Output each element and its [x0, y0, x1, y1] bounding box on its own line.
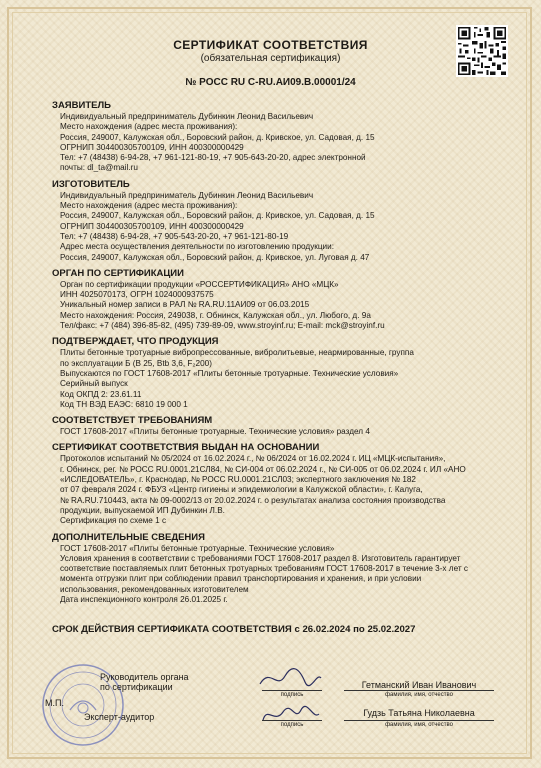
section	[52, 415, 502, 437]
section-line: Место нахождения (адрес места проживания):	[60, 122, 238, 132]
section-heading: СЕРТИФИКАТ СООТВЕТСТВИЯ ВЫДАН НА ОСНОВАНИИ	[52, 442, 320, 454]
expert-name-caption: фамилия, имя, отчество	[385, 722, 453, 728]
section-line: соответствие поставляемых плит бетонных тротуарных требованиям ГОСТ 17608-2017 в течение 3-х лет с	[60, 564, 468, 574]
certificate-number: № РОСС RU C-RU.АИ09.В.00001/24	[185, 77, 356, 88]
expert-role: Эксперт-аудитор	[84, 712, 155, 722]
head-name-caption: фамилия, имя, отчество	[385, 692, 453, 698]
section	[52, 179, 502, 263]
head-signature-line	[262, 690, 322, 691]
section-line: Тел: +7 (48438) 6-94-28, +7 961-121-80-19, +7 905-643-20-20, адрес электронной	[60, 153, 366, 163]
section-line: Индивидуальный предприниматель Дубинкин Леонид Васильевич	[60, 112, 314, 121]
section-heading: ЗАЯВИТЕЛЬ	[52, 100, 111, 111]
section-line: Код ТН ВЭД ЕАЭС: 6810 19 000 1	[60, 399, 188, 409]
section-line: «ИСЛЕДОВАТЕЛЬ», г. Краснодар, № РОСС RU.0001.21СЛ03; экспертного заключения № 182	[60, 475, 416, 485]
section-line: Выпускаются по ГОСТ 17608-2017 «Плиты бетонные тротуарные. Технические условия»	[60, 368, 399, 378]
section-heading: ИЗГОТОВИТЕЛЬ	[52, 178, 130, 190]
section	[52, 442, 502, 526]
section-line: ИНН 4025070173, ОГРН 1024000937575	[60, 290, 214, 300]
section-line: Россия, 249007, Калужская обл., Боровский район, д. Кривское, ул. Садовая, д. 15	[60, 132, 375, 142]
section-line: Условия хранения в соответствии с требованиями ГОСТ 17608-2017 раздел 8. Изготовитель гарантирует	[60, 553, 461, 563]
head-name-line	[344, 690, 494, 691]
section-heading: ПОДТВЕРЖДАЕТ, ЧТО ПРОДУКЦИЯ	[52, 336, 219, 348]
section-line: почты: dl_ta@mail.ru	[60, 163, 138, 173]
section-line: Плиты бетонные тротуарные вибропрессованные, вибролитьевые, неармированные, группа	[60, 348, 414, 358]
section-heading: ОРГАН ПО СЕРТИФИКАЦИИ	[52, 267, 184, 279]
stamp-place-label: М.П.	[45, 698, 64, 708]
section-heading: ДОПОЛНИТЕЛЬНЫЕ СВЕДЕНИЯ	[52, 531, 205, 543]
section-line: от 07 февраля 2024 г. ФБУЗ «Центр гигиены и эпидемиологии в Калужской области», г. Калуга,	[60, 485, 423, 495]
section-line: продукции, выпускаемой ИП Дубинкин Л.В.	[60, 505, 225, 515]
section-line: Россия, 249007, Калужская обл., Боровский район, д. Кривское, ул. Садовая, д. 15	[60, 211, 375, 221]
section-line: Тел/факс: +7 (484) 396-85-82, (495) 739-89-09, www.stroyinf.ru; E-mail: mck@stroyinf.ru	[60, 321, 385, 331]
section-heading: СООТВЕТСТВУЕТ ТРЕБОВАНИЯМ	[52, 415, 213, 427]
section	[52, 336, 502, 410]
section	[52, 268, 502, 331]
section-line: ГОСТ 17608-2017 «Плиты бетонные тротуарные. Технические условия»	[60, 543, 335, 553]
section-line: Адрес места осуществления деятельности по изготовлению продукции:	[60, 242, 334, 252]
section-line: Сертификация по схеме 1 с	[60, 516, 167, 526]
head-signature-caption: подпись	[280, 692, 304, 698]
certificate-body	[52, 100, 502, 610]
section-line: Код ОКПД 2: 23.61.11	[60, 389, 142, 399]
qr-code	[456, 25, 508, 77]
section-line: Тел: +7 (48438) 6-94-28, +7 905-543-20-20, +7 961-121-80-19	[60, 231, 289, 241]
section-line: Орган по сертификации продукции «РОССЕРТИФИКАЦИЯ» АНО «МЦК»	[60, 279, 339, 289]
head-role-line1: Руководитель органа	[100, 672, 189, 682]
section-line: г. Обнинск, рег. № РОСС RU.0001.21СЛ84, № СИ-004 от 06.02.2024 г., № СИ-005 от 06.02.2024 г. ИЛ «АНО	[60, 464, 466, 474]
validity-period: СРОК ДЕЙСТВИЯ СЕРТИФИКАТА СООТВЕТСТВИЯ с 26.02.2024 по 25.02.2027	[52, 624, 416, 635]
section	[52, 532, 502, 606]
section-line: ОГРНИП 304400305700109, ИНН 400300000429	[60, 142, 244, 152]
section-line: Место нахождения: Россия, 249038, г. Обнинск, Калужская обл., ул. Любого, д. 9а	[60, 310, 371, 320]
section-line: Серийный выпуск	[60, 379, 128, 389]
expert-signature-line	[262, 720, 322, 721]
expert-name: Гудзь Татьяна Николаевна	[363, 708, 475, 718]
section-line: по эксплуатации Б (В 25, Btb 3,6, F₂200)	[60, 358, 212, 368]
expert-signature-caption: подпись	[280, 722, 304, 728]
section-line: Россия, 249007, Калужская обл., Боровский район, д. Кривское, ул. Луговая д. 47	[60, 252, 370, 262]
certificate-title: СЕРТИФИКАТ СООТВЕТСТВИЯ	[173, 38, 368, 52]
section-line: Протоколов испытаний № 05/2024 от 16.02.2024 г., № 06/2024 от 16.02.2024 г. ИЦ «МЦК-испытания»,	[60, 454, 446, 464]
head-role	[100, 672, 189, 692]
section-line: использования, рекомендованных изготовителем	[60, 584, 249, 594]
head-name: Гетманский Иван Иванович	[361, 680, 477, 690]
section-line: Уникальный номер записи в РАЛ № RA.RU.11АИ09 от 06.03.2015	[60, 300, 310, 310]
section	[52, 100, 502, 174]
section-line: Место нахождения (адрес места проживания):	[60, 201, 238, 211]
section-line: Индивидуальный предприниматель Дубинкин Леонид Васильевич	[60, 190, 314, 200]
certificate-subtitle: (обязательная сертификация)	[200, 53, 341, 64]
section-line: ОГРНИП 304400305700109, ИНН 400300000429	[60, 221, 244, 231]
expert-name-line	[344, 720, 494, 721]
section-line: ГОСТ 17608-2017 «Плиты бетонные тротуарные. Технические условия» раздел 4	[60, 427, 370, 437]
section-line: момента отгрузки плит при соблюдении правил транспортирования и хранения, и при условии	[60, 574, 422, 584]
head-signature	[255, 662, 325, 692]
section-line: Дата инспекционного контроля 26.01.2025 г.	[60, 594, 228, 604]
head-role-line2: по сертификации	[100, 682, 173, 692]
section-line: № RA.RU.710443, акта № 09-0002/13 от 20.02.2024 г. о результатах анализа состояния производства	[60, 495, 446, 505]
